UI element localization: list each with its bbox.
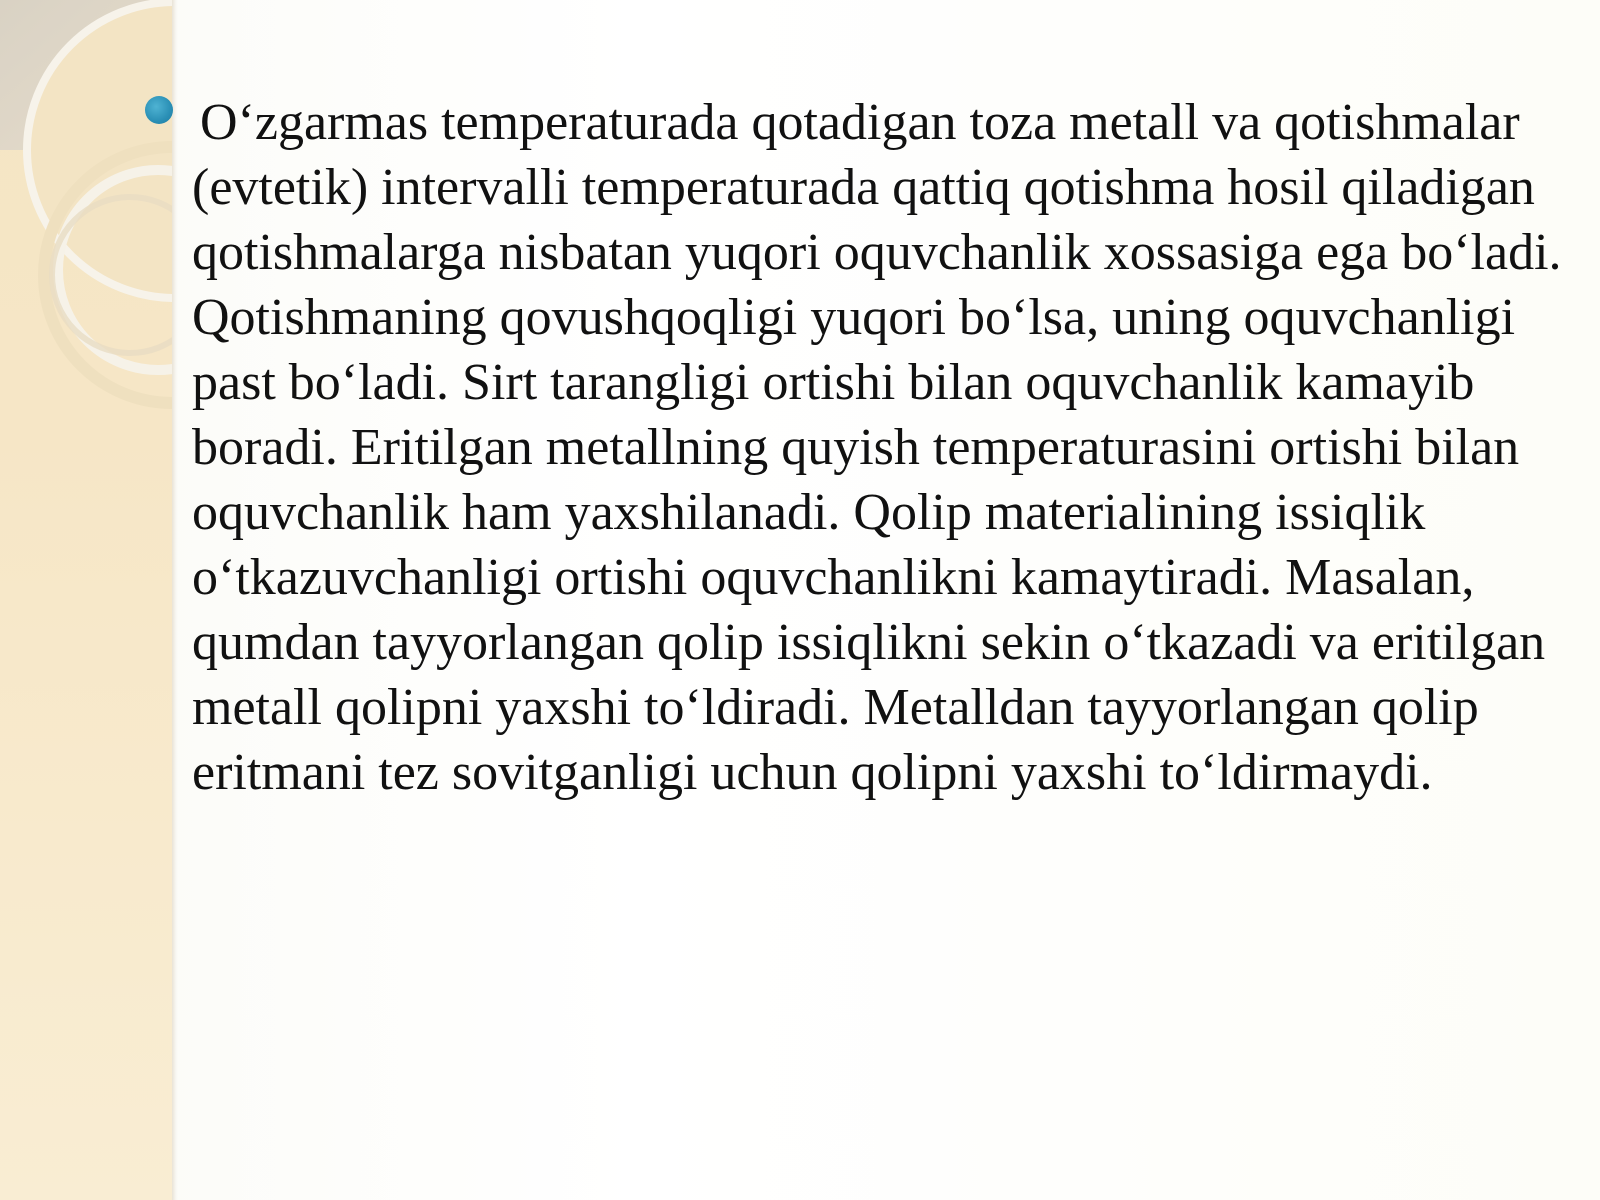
bullet-paragraph	[192, 90, 1572, 805]
bullet-point-icon	[145, 96, 173, 124]
decorative-rings	[0, 0, 172, 420]
paragraph-text: O‘zgarmas temperaturada qotadigan toza metall va qotishmalar (evtetik) intervalli temperaturada qattiq qotishma hosil qiladigan qotishmalarga nisbatan yuqori oquvchanlik xossasiga ega bo‘ladi. Qotishmaning qovushqoqligi yuqori bo‘lsa, uning oquvchanligi past bo‘ladi. Sirt tarangligi ortishi bilan oquvchanlik kamayib boradi. Eritilgan metallning quyish temperaturasini ortishi bilan oquvchanlik ham yaxshilanadi. Qolip materialining issiqlik o‘tkazuvchanligi ortishi oquvchanlikni kamaytiradi. Masalan, qumdan tayyorlangan qolip issiqlikni sekin o‘tkazadi va eritilgan metall qolipni yaxshi to‘ldiradi. Metalldan tayyorlangan qolip eritmani tez sovitganligi uchun qolipni yaxshi to‘ldirmaydi.	[192, 94, 1562, 801]
band-edge-shadow	[172, 0, 178, 1200]
decorative-side-band	[0, 0, 172, 1200]
